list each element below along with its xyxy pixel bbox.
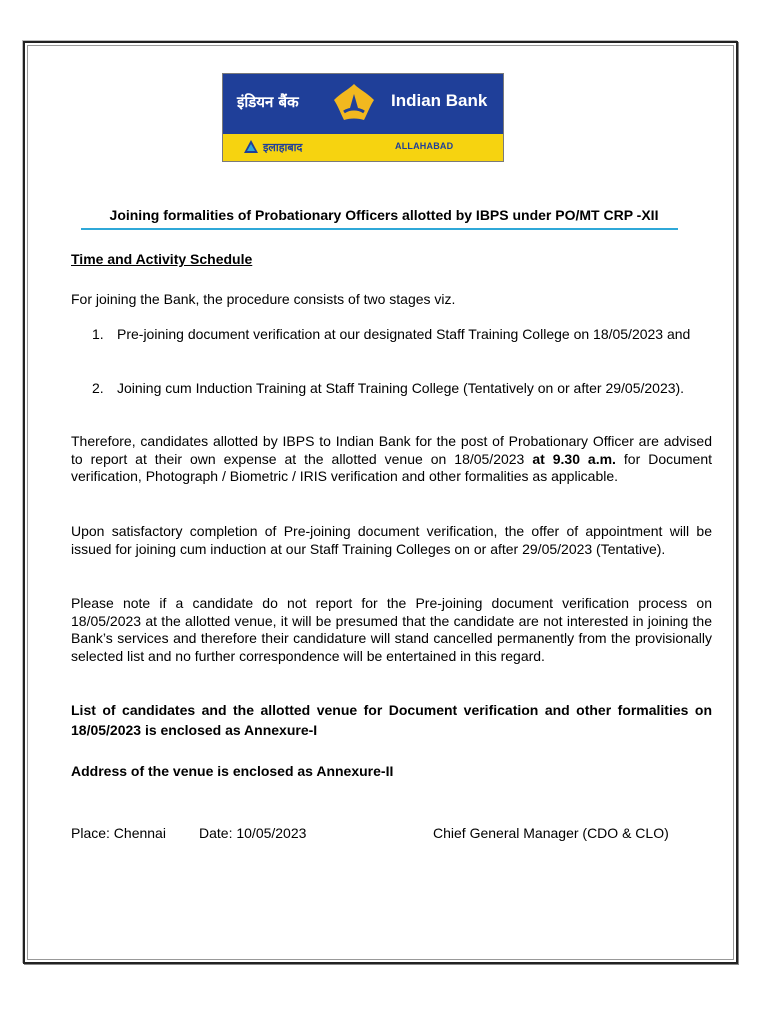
page-border-inner [27, 45, 734, 960]
signatory: Chief General Manager (CDO & CLO) [433, 825, 669, 841]
logo-english-name: Indian Bank [391, 91, 488, 110]
report-time: at 9.30 a.m. [532, 450, 616, 467]
list-text: Joining cum Induction Training at Staff Training College (Tentatively on or after 29/05/2023). [117, 380, 685, 396]
report-text-before: Therefore, candidates allotted by IBPS to Indian Bank for the post of Probationary Officer are advised to report at their own expense at the allotted venue on 18/05/2023 [71, 433, 712, 467]
document-title: Joining formalities of Probationary Officers allotted by IBPS under PO/MT CRP -XII [109, 207, 659, 223]
logo-hindi-name: इंडियन बैंक [237, 93, 299, 111]
offer-paragraph: Upon satisfactory completion of Pre-joining document verification, the offer of appointment will be issued for joining cum induction at our Staff Training Colleges on or after 29/05/2023 (Tentative). [71, 523, 712, 557]
allahabad-triangle-icon [244, 140, 258, 153]
intro-paragraph: For joining the Bank, the procedure consists of two stages viz. [71, 291, 456, 307]
signature-line [71, 825, 712, 845]
report-paragraph [71, 433, 712, 486]
schedule-heading: Time and Activity Schedule [71, 251, 253, 267]
list-text: Pre-joining document verification at our designated Staff Training College on 18/05/2023 and [117, 326, 691, 342]
title-underline [81, 228, 678, 230]
list-number: 1. [92, 326, 104, 342]
report-text-after: for Document verification, Photograph / Biometric / IRIS verification and other formalities as applicable. [71, 450, 713, 484]
list-item [71, 326, 712, 344]
logo-hindi-allahabad: इलाहाबाद [263, 141, 303, 154]
date: Date: 10/05/2023 [199, 825, 307, 841]
note-paragraph: Please note if a candidate do not report for the Pre-joining document verification process on 18/05/2023 at the allotted venue, it will be presumed that the candidate are not interested in joining the Bank’s services and therefore their candidature will stand cancelled permanently from the provisionally selected list and no further correspondence will be entertained in this regard. [71, 595, 712, 664]
bank-emblem-icon [330, 82, 378, 126]
list-number: 2. [92, 380, 104, 396]
place: Place: Chennai [71, 825, 166, 841]
annexure-1-note: List of candidates and the allotted venue for Document verification and other formalities on 18/05/2023 is enclosed as Annexure-I [71, 702, 712, 738]
annexure-2-note: Address of the venue is enclosed as Annexure-II [71, 763, 394, 779]
list-item [71, 380, 712, 398]
indian-bank-logo [222, 73, 504, 162]
logo-english-allahabad: ALLAHABAD [395, 141, 454, 151]
